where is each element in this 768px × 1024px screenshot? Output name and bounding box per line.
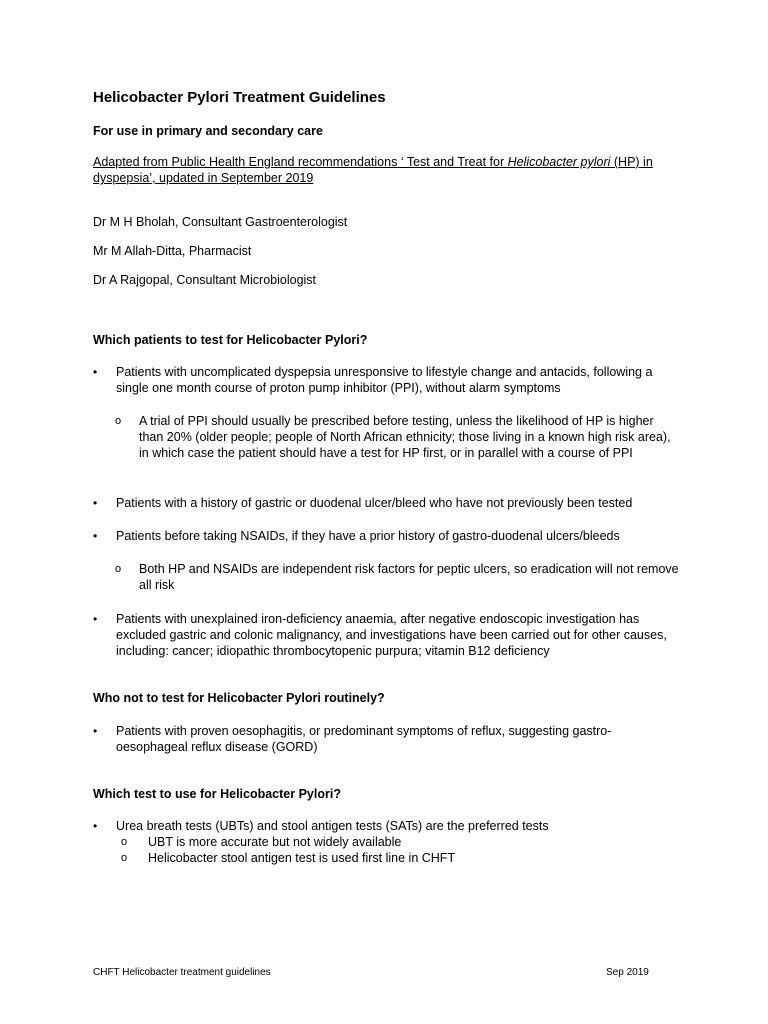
author-line: Dr M H Bholah, Consultant Gastroenterologist xyxy=(93,215,348,229)
citation-organism-name: Helicobacter pylori xyxy=(507,155,611,169)
sub-bullet-icon: o xyxy=(115,415,122,427)
bullet-icon: • xyxy=(93,819,98,833)
author-line: Dr A Rajgopal, Consultant Microbiologist xyxy=(93,273,317,287)
sub-bullet-icon: o xyxy=(121,852,128,864)
section-heading: Which patients to test for Helicobacter Pylori? xyxy=(93,333,368,347)
list-item: Patients with unexplained iron-deficiency anaemia, after negative endoscopic investigation has excluded gastric and colonic malignancy, and investigations have been carried out for other causes, including: cancer; idiopathic thrombocytopenic purpura; vitamin B12 deficiency xyxy=(116,612,667,658)
section-heading: Which test to use for Helicobacter Pylori? xyxy=(93,787,341,801)
sub-list-item: UBT is more accurate but not widely available xyxy=(148,835,402,849)
list-item: Patients with proven oesophagitis, or predominant symptoms of reflux, suggesting gastro-oesophageal reflux disease (GORD) xyxy=(116,724,612,754)
author-line: Mr M Allah-Ditta, Pharmacist xyxy=(93,244,252,258)
sub-bullet-icon: o xyxy=(121,836,128,848)
page-title: Helicobacter Pylori Treatment Guidelines xyxy=(93,89,386,106)
section-heading: Who not to test for Helicobacter Pylori routinely? xyxy=(93,691,385,705)
footer-document-title: CHFT Helicobacter treatment guidelines xyxy=(93,967,271,978)
bullet-icon: • xyxy=(93,496,98,510)
source-citation xyxy=(93,154,693,186)
list-item: Patients before taking NSAIDs, if they have a prior history of gastro-duodenal ulcers/bleeds xyxy=(116,529,620,543)
bullet-icon: • xyxy=(93,612,98,626)
sub-list-item: Both HP and NSAIDs are independent risk factors for peptic ulcers, so eradication will not remove all risk xyxy=(139,562,679,592)
list-item: Urea breath tests (UBTs) and stool antigen tests (SATs) are the preferred tests xyxy=(116,819,549,833)
bullet-icon: • xyxy=(93,724,98,738)
sub-bullet-icon: o xyxy=(115,563,122,575)
citation-text-end: (HP) in dyspepsia’, updated in September 2019 xyxy=(93,155,653,185)
bullet-icon: • xyxy=(93,365,98,379)
sub-list-item: A trial of PPI should usually be prescribed before testing, unless the likelihood of HP is higher than 20% (older people; people of North African ethnicity; those living in a known high risk area), in which case the patient should have a test for HP first, or in parallel with a course of PPI xyxy=(139,414,671,460)
footer-date: Sep 2019 xyxy=(606,967,649,978)
bullet-icon: • xyxy=(93,529,98,543)
list-item: Patients with uncomplicated dyspepsia unresponsive to lifestyle change and antacids, following a single one month course of proton pump inhibitor (PPI), without alarm symptoms xyxy=(116,365,653,395)
citation-text-start: Adapted from Public Health England recommendations ‘ Test and Treat for xyxy=(93,155,508,169)
list-item: Patients with a history of gastric or duodenal ulcer/bleed who have not previously been tested xyxy=(116,496,633,510)
sub-list-item: Helicobacter stool antigen test is used first line in CHFT xyxy=(148,851,456,865)
page-subtitle: For use in primary and secondary care xyxy=(93,124,323,138)
